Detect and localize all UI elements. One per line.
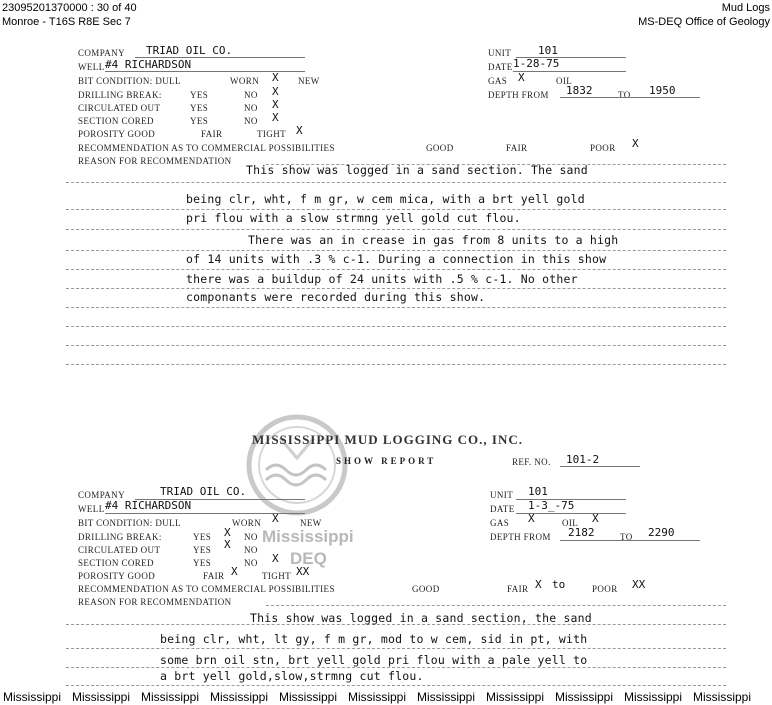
circulated-out-label: CIRCULATED OUT [78,103,161,113]
depth-to-value: 1950 [649,84,676,97]
drilling-no-label: NO [244,532,258,542]
org-title: MISSISSIPPI MUD LOGGING CO., INC. [252,432,524,447]
company-value: TRIAD OIL CO. [160,485,247,498]
worn-label: WORN [232,518,262,528]
worn-label: WORN [230,76,260,86]
narrative-line: This show was logged in a sand section. The sand [246,163,588,177]
drilling-break-label: DRILLING BREAK: [78,90,162,100]
date-value: 1-3_-75 [528,499,575,512]
company-value: TRIAD OIL CO. [146,44,233,57]
date-label: DATE [488,62,513,72]
footer-word: Mississippi [693,690,752,704]
well-label: WELL [78,504,105,514]
narrative-line: being clr, wht, f m gr, w cem mica, with a brt yell gold [186,192,585,206]
footer-word: Mississippi [555,690,614,704]
depth-from-label: DEPTH FROM [490,532,551,542]
company-label: COMPANY [78,48,125,58]
unit-value: 101 [528,485,548,498]
poor-mark: X [632,137,639,150]
document-type: Mud Logs [721,2,770,14]
section-cored-label: SECTION CORED [78,116,154,126]
well-value: #4 RICHARDSON [105,499,192,512]
footer-strip [0,690,772,705]
tight-mark: XX [296,565,310,578]
narrative-line: there was a buildup of 24 units with .5 % c-1. No other [186,272,578,286]
reason-label: REASON FOR RECOMMENDATION [78,597,232,607]
drilling-break-label: DRILLING BREAK: [78,532,162,542]
document-office: MS-DEQ Office of Geology [638,16,770,28]
footer-word: Mississippi [210,690,269,704]
bit-condition-label: BIT CONDITION: DULL [78,76,181,86]
cored-no-mark: X [272,111,279,124]
circulated-no-mark: X [272,98,279,111]
narrative-line: of 14 units with .3 % c-1. During a connection in this show [186,252,607,266]
depth-to-label: TO [620,532,633,542]
circulated-yes-label: YES [190,103,209,113]
footer-word: Mississippi [3,690,62,704]
narrative-line: a brt yell gold,slow,strmng cut flou. [160,669,424,683]
recommendation-label: RECOMMENDATION AS TO COMMERCIAL POSSIBILITIES [78,584,335,594]
rec-poor-label: POOR [592,584,618,594]
narrative-line: componants were recorded during this show. [186,290,486,304]
cored-yes-label: YES [190,116,209,126]
unit-label: UNIT [490,490,514,500]
date-label: DATE [490,504,515,514]
watermark-seal-icon [236,410,358,530]
gas-mark: X [518,71,525,84]
circulated-no-label: NO [244,103,258,113]
company-label: COMPANY [78,490,125,500]
narrative-line: This show was logged in a sand section, the sand [250,611,592,625]
oil-label: OIL [556,76,573,86]
narrative-line: being clr, wht, lt gy, f m gr, mod to w cem, sid in pt, with [160,632,588,646]
footer-word: Mississippi [279,690,338,704]
document-location: Monroe - T16S R8E Sec 7 [2,16,131,28]
document-id: 23095201370000 : 30 of 40 [2,2,137,14]
circulated-yes-label: YES [193,545,212,555]
watermark-line1: Mississippi [262,527,354,546]
porosity-label: POROSITY GOOD [78,129,156,139]
date-value: 1-28-75 [513,57,560,70]
cored-yes-label: YES [193,558,212,568]
depth-to-label: TO [618,90,631,100]
depth-to-value: 2290 [648,526,675,539]
porosity-fair-label: FAIR [203,571,225,581]
rec-poor-label: POOR [590,143,616,153]
circulated-out-label: CIRCULATED OUT [78,545,161,555]
worn-mark: X [272,71,279,84]
reason-label: REASON FOR RECOMMENDATION [78,156,232,166]
drilling-yes-mark: X [224,526,231,539]
rec-fair-mark: X [535,578,542,591]
circulated-yes-mark: X [224,538,231,551]
ref-no-value: 101-2 [566,453,600,466]
depth-from-label: DEPTH FROM [488,90,549,100]
cored-no-label: NO [244,116,258,126]
oil-mark: X [592,512,599,525]
unit-label: UNIT [488,48,512,58]
watermark-line2: DEQ [290,549,327,568]
poor-mark: XX [632,578,646,591]
footer-word: Mississippi [624,690,683,704]
drilling-no-mark: X [272,85,279,98]
gas-label: GAS [490,518,510,528]
recommendation-label: RECOMMENDATION AS TO COMMERCIAL POSSIBILITIES [78,143,335,153]
narrative-line: pri flou with a slow strmng yell gold cut flou. [186,211,521,225]
cored-no-label: NO [244,558,258,568]
drilling-no-label: NO [244,90,258,100]
porosity-fair-label: FAIR [201,129,223,139]
circulated-no-label: NO [244,545,258,555]
porosity-tight-label: TIGHT [262,571,291,581]
porosity-tight-label: TIGHT [257,129,286,139]
drilling-yes-label: YES [193,532,212,542]
porosity-label: POROSITY GOOD [78,571,156,581]
new-label: NEW [298,76,320,86]
oil-label: OIL [562,518,579,528]
rec-to-word: to [552,578,566,591]
footer-word: Mississippi [417,690,476,704]
worn-mark: X [272,512,279,525]
section-cored-label: SECTION CORED [78,558,154,568]
well-label: WELL [78,62,105,72]
footer-word: Mississippi [348,690,407,704]
unit-value: 101 [538,44,558,57]
rec-good-label: GOOD [412,584,440,594]
footer-word: Mississippi [486,690,545,704]
narrative-line: some brn oil stn, brt yell gold pri flou with a pale yell to [160,653,588,667]
form-title: SHOW REPORT [336,456,437,466]
rec-fair-label: FAIR [507,584,529,594]
drilling-yes-label: YES [190,90,209,100]
well-value: #4 RICHARDSON [105,58,192,71]
narrative-line: There was an in crease in gas from 8 units to a high [248,233,619,247]
rec-good-label: GOOD [426,143,454,153]
footer-word: Mississippi [72,690,131,704]
depth-from-value: 2182 [568,526,595,539]
tight-mark: X [296,124,303,137]
ref-no-label: REF. NO. [512,457,551,467]
gas-label: GAS [488,76,508,86]
footer-word: Mississippi [141,690,200,704]
porosity-fair-mark: X [231,565,238,578]
depth-from-value: 1832 [566,84,593,97]
new-label: NEW [300,518,322,528]
bit-condition-label: BIT CONDITION: DULL [78,518,181,528]
rec-fair-label: FAIR [506,143,528,153]
gas-mark: X [528,512,535,525]
cored-no-mark: X [272,552,279,565]
